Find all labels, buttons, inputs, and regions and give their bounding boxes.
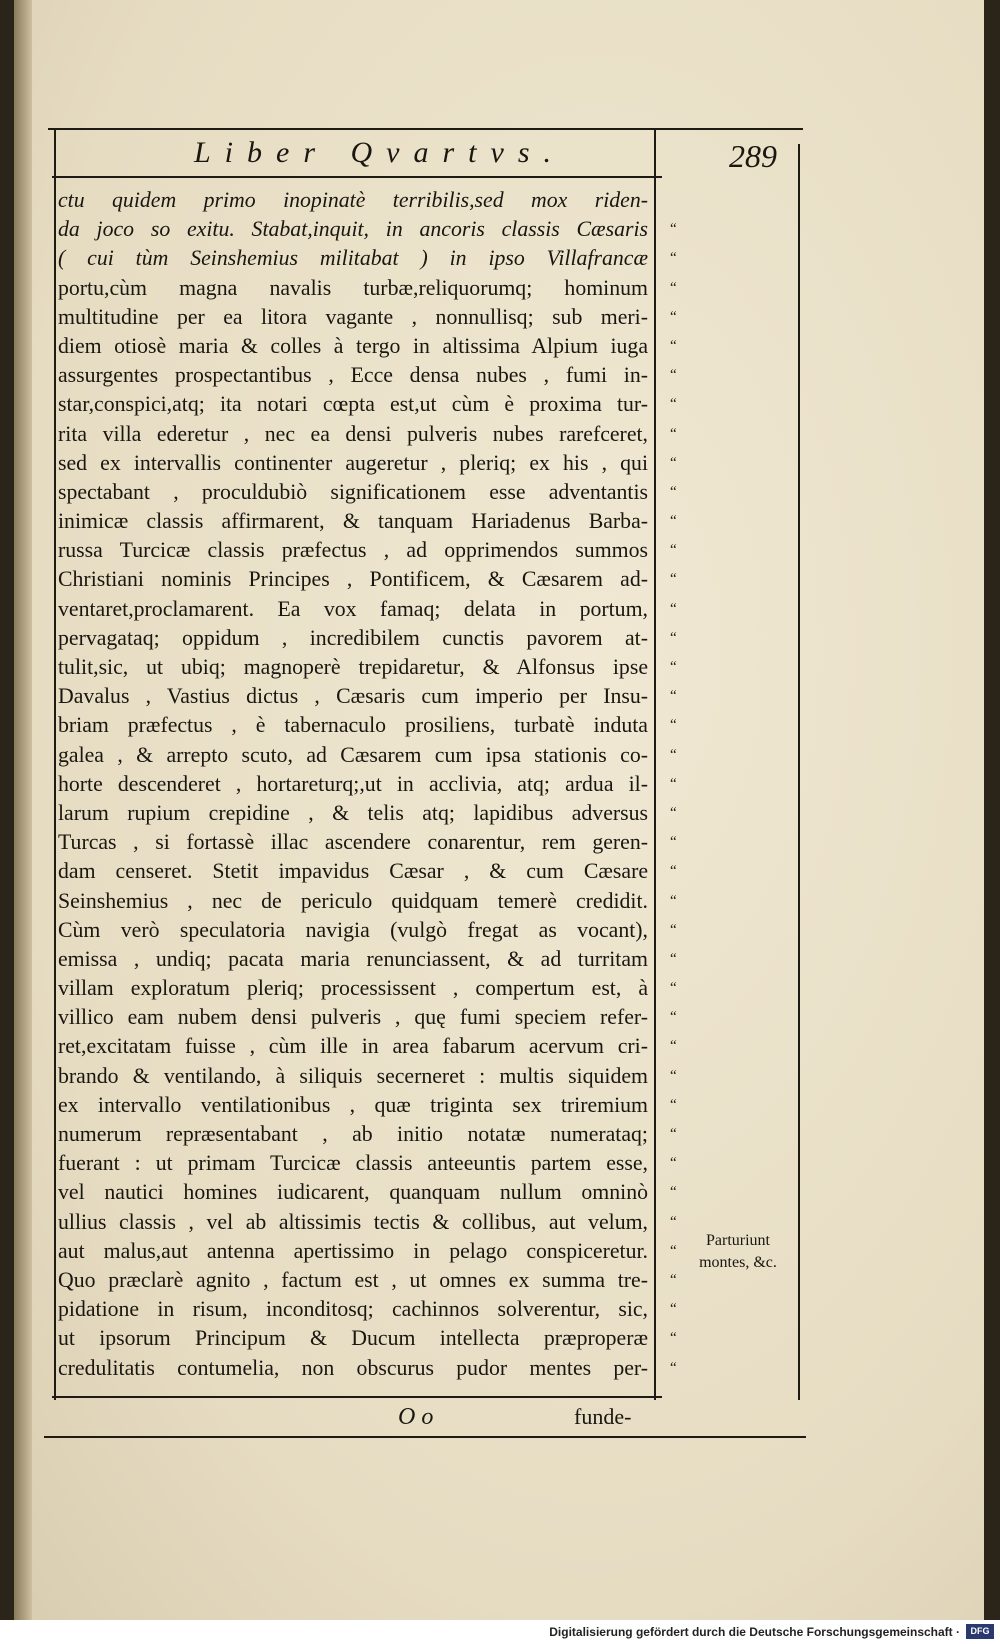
signature-mark: O o [398, 1404, 434, 1430]
quotation-mark: “ [670, 746, 677, 763]
catchword: funde- [574, 1404, 632, 1429]
text-line: ventaret,proclamarent. Ea vox famaq; delata in portum, [58, 596, 648, 621]
quotation-mark: “ [670, 337, 677, 354]
text-line: dam censeret. Stetit impavidus Cæsar , & cum Cæsare [58, 859, 648, 884]
text-line: credulitatis contumelia, non obscurus pudor mentes per- [58, 1355, 648, 1380]
page-number: 289 [729, 138, 777, 174]
text-line: horte descenderet , hortareturq;,ut in acclivia, atq; ardua il- [58, 771, 648, 796]
quotation-mark: “ [670, 396, 677, 413]
text-line: Christiani nominis Principes , Pontificem, & Cæsarem ad- [58, 567, 648, 592]
quotation-mark: “ [670, 834, 677, 851]
quotation-mark: “ [670, 1096, 677, 1113]
text-line: ut ipsorum Principum & Ducum intellecta præproperæ [58, 1326, 648, 1351]
quotation-mark: “ [670, 921, 677, 938]
text-line: rita villa ederetur , nec ea densi pulveris nubes rarefceret, [58, 421, 648, 446]
text-line: vel nautici homines iudicarent, quanquam nullum omninò [58, 1180, 648, 1205]
quotation-mark: “ [670, 1301, 677, 1318]
quotation-mark: “ [670, 950, 677, 967]
text-line: aut malus,aut antenna apertissimo in pelago conspiceretur. [58, 1238, 648, 1263]
text-line: brando & ventilando, à siliquis secerneret : multis siquidem [58, 1063, 648, 1088]
margin-note-line: montes, &c. [699, 1254, 777, 1271]
quotation-mark: “ [670, 571, 677, 588]
dfg-logo: DFG [966, 1624, 994, 1639]
quotation-mark: “ [670, 980, 677, 997]
margin-note [678, 1230, 798, 1274]
text-line: pidatione in risum, inconditosq; cachinnos solverentur, sic, [58, 1297, 648, 1322]
header-rule-bottom [52, 176, 662, 178]
text-line: diem otiosè maria & colles à tergo in altissima Alpium iuga [58, 333, 648, 358]
quotation-mark: “ [670, 250, 677, 267]
text-line: galea , & arrepto scuto, ad Cæsarem cum ipsa stationis co- [58, 742, 648, 767]
quotation-mark: “ [670, 863, 677, 880]
text-line: pervagataq; oppidum , incredibilem cunctis pavorem at- [58, 625, 648, 650]
quotation-mark: “ [670, 892, 677, 909]
quotation-mark: “ [670, 367, 677, 384]
quotation-mark: “ [670, 600, 677, 617]
text-line: Cùm verò speculatoria navigia (vulgò fregat as vocant), [58, 917, 648, 942]
text-line: assurgentes prospectantibus , Ecce densa nubes , fumi in- [58, 363, 648, 388]
margin-note-line: Parturiunt [706, 1232, 770, 1249]
quotation-mark: “ [670, 542, 677, 559]
text-bottom-rule [52, 1396, 662, 1398]
quotation-mark: “ [670, 1155, 677, 1172]
quotation-mark: “ [670, 1213, 677, 1230]
quotation-mark: “ [670, 483, 677, 500]
running-head: Liber Qvartvs. [194, 136, 565, 169]
quotation-mark: “ [670, 1184, 677, 1201]
header-rule-top [48, 128, 803, 130]
text-line: Seinshemius , nec de periculo quidquam temerè credidit. [58, 888, 648, 913]
text-line: ( cui tùm Seinshemius militabat ) in ipso Villafrancæ [58, 246, 648, 271]
text-line: multitudine per ea litora vagante , nonnullisq; sub meri- [58, 304, 648, 329]
frame-left-rule [54, 128, 56, 1400]
book-spine [14, 0, 32, 1620]
text-line: portu,cùm magna navalis turbæ,reliquorumq; hominum [58, 275, 648, 300]
text-line: inimicæ classis affirmarent, & tanquam Hariadenus Barba- [58, 509, 648, 534]
quotation-marks-column [670, 186, 700, 1383]
main-text-block [58, 186, 648, 1383]
text-line: ret,excitatam fuisse , cùm ille in area fabarum acervum cri- [58, 1034, 648, 1059]
quotation-mark: “ [670, 1330, 677, 1347]
quotation-mark: “ [670, 659, 677, 675]
quotation-mark: “ [670, 1359, 677, 1376]
text-line: sed ex intervallis continenter augeretur , pleriq; ex his , qui [58, 450, 648, 475]
quotation-mark: “ [670, 425, 677, 442]
text-line: Davalus , Vastius dictus , Cæsaris cum imperio per Insu- [58, 684, 648, 709]
quotation-mark: “ [670, 1242, 677, 1259]
quotation-mark: “ [670, 221, 677, 238]
text-line: numerum repræsentabant , ab initio notatæ numerataq; [58, 1122, 648, 1146]
text-line: da joco so exitu. Stabat,inquit, in ancoris classis Cæsaris [58, 217, 648, 242]
book-page [14, 0, 984, 1620]
quotation-mark: “ [670, 775, 677, 792]
text-line: villam exploratum pleriq; processissent , compertum est, à [58, 976, 648, 1001]
text-line: ctu quidem primo inopinatè terribilis,sed mox riden- [58, 188, 648, 212]
text-line: star,conspici,atq; ita notari cœpta est,ut cùm è proxima tur- [58, 392, 648, 417]
funding-notice: Digitalisierung gefördert durch die Deutsche Forschungsgemeinschaft · [549, 1625, 960, 1639]
text-line: ex intervallo ventilationibus , quæ triginta sex triremium [58, 1092, 648, 1117]
quotation-mark: “ [670, 804, 677, 821]
text-line: fuerant : ut primam Turcicæ classis anteeuntis partem esse, [58, 1151, 648, 1176]
text-line: Quo præclarè agnito , factum est , ut omnes ex summa tre- [58, 1267, 648, 1292]
quotation-mark: “ [670, 688, 677, 705]
quotation-mark: “ [670, 1271, 677, 1288]
footer-bar [0, 1620, 1000, 1644]
text-line: briam præfectus , è tabernaculo prosiliens, turbatè induta [58, 713, 648, 738]
text-line: villico eam nubem densi pulveris , quę fumi speciem refer- [58, 1005, 648, 1030]
quotation-mark: “ [670, 1067, 677, 1084]
quotation-mark: “ [670, 513, 677, 530]
quotation-mark: “ [670, 629, 677, 646]
text-line: tulit,sic, ut ubiq; magnoperè trepidaretur, & Alfonsus ipse [58, 655, 648, 679]
quotation-mark: “ [670, 279, 677, 296]
quotation-mark: “ [670, 454, 677, 471]
quotation-mark: “ [670, 1038, 677, 1055]
quotation-mark: “ [670, 1126, 677, 1142]
text-right-rule [654, 128, 656, 1400]
text-line: spectabant , proculdubiò significationem esse adventantis [58, 479, 648, 504]
text-line: russa Turcicæ classis præfectus , ad opprimendos summos [58, 538, 648, 563]
text-line: larum rupium crepidine , & telis atq; lapidibus adversus [58, 800, 648, 825]
frame-bottom-rule [44, 1436, 806, 1438]
text-line: Turcas , si fortassè illac ascendere conarentur, rem geren- [58, 830, 648, 855]
text-line: ullius classis , vel ab altissimis tectis & collibus, aut velum, [58, 1209, 648, 1234]
margin-right-rule [798, 144, 800, 1400]
text-line: emissa , undiq; pacata maria renunciassent, & ad turritam [58, 946, 648, 971]
quotation-mark: “ [670, 308, 677, 325]
quotation-mark: “ [670, 1009, 677, 1026]
quotation-mark: “ [670, 717, 677, 734]
